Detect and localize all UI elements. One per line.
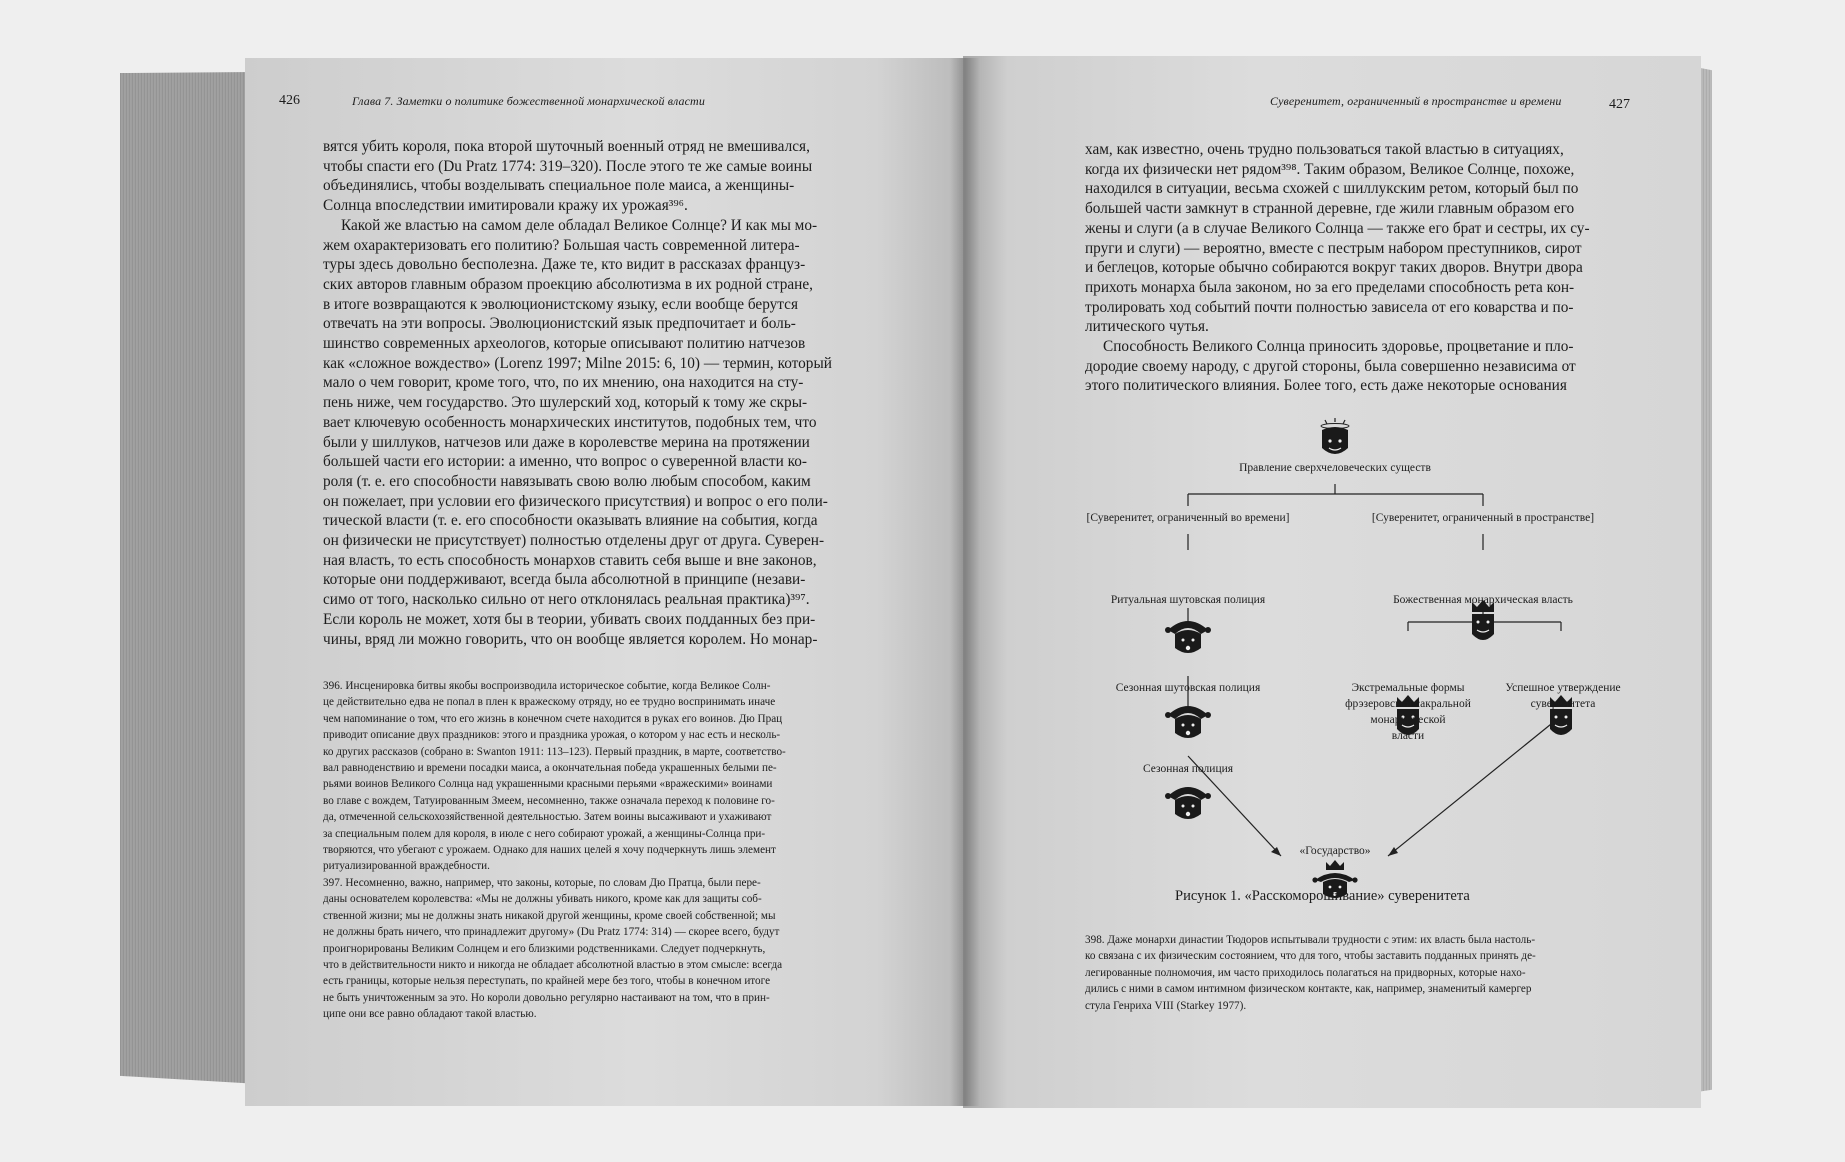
footnote-line: ственной жизни; мы не должны знать никакой другой женщины, кроме своей собственной; мы <box>323 909 776 922</box>
diagram-bottom-node: «Государство» <box>1299 845 1371 857</box>
root-divine-head-icon <box>1321 418 1349 454</box>
footnote-line: не должны брать ничего, что принадлежит другому» (Du Pratz 1774: 314) — скорее всего, будут <box>323 926 780 939</box>
footnote-line: да, отмеченной сельскохозяйственной деятельностью. Затем воины высаживают и ухаживают <box>323 811 772 824</box>
footnote-line: 396. Инсценировка битвы якобы воспроизводила историческое событие, когда Великое Солн- <box>323 680 771 692</box>
body-line: вает ключевую особенность монархических институтов, подобных тем, что <box>323 413 817 431</box>
body-line: объединялись, чтобы возделывать специальное поле маиса, а женщины- <box>323 177 795 195</box>
body-line: туры здесь довольно бесполезна. Даже те, кто видит в рассказах француз- <box>323 256 806 274</box>
body-line: в итоге возвращаются к эволюционистскому языку, если вообще берутся <box>323 295 798 313</box>
body-line: симо от того, насколько сильно от него отклонялась реальная практика)³⁹⁷. <box>323 591 810 609</box>
diagram-left-branch-label: [Суверенитет, ограниченный во времени] <box>1086 512 1290 524</box>
jester-head-icon-3 <box>1165 787 1211 819</box>
left-page-number: 426 <box>279 93 300 108</box>
footnote-line: не быть уничтоженным за это. Но короли довольно регулярно настаивают на том, что в прин- <box>323 991 770 1004</box>
footnote-line: проигнорированы Великим Солнцем и его близкими родственниками. Следует подчеркнуть, <box>323 942 766 955</box>
body-line: Солнца впоследствии имитировали кражу их урожая³⁹⁶. <box>323 197 688 215</box>
diagram-left-node-2: Сезонная шутовская полиция <box>1115 682 1261 694</box>
diagram-label-line: Экстремальные формы <box>1351 682 1465 694</box>
footnote-line: даны основателем королевства: «Мы не должны убивать никого, кроме как для защиты соб- <box>323 893 762 906</box>
jester-head-icon-2 <box>1165 706 1211 738</box>
diagram-label-line: фрэзеровской сакральной <box>1345 698 1471 710</box>
jester-head-icon-1 <box>1165 621 1211 653</box>
body-line: тролировать ход событий почти полностью зависела от его коварства и по- <box>1085 298 1574 316</box>
body-line: роля (т. е. его способности навязывать свою волю любым способом, каким <box>323 472 811 490</box>
body-line: отвечать на эти вопросы. Эволюционистский язык предпочитает и боль- <box>323 315 796 333</box>
body-line: пень ниже, чем государство. Это шулерский ход, который к тому же скры- <box>323 394 808 412</box>
diagram-right-branch-label: [Суверенитет, ограниченный в пространстве] <box>1371 512 1595 524</box>
body-line: большей части замкнут в странной деревне, где жили главным образом его <box>1085 200 1575 218</box>
body-line: вятся убить короля, пока второй шуточный военный отряд не вмешивался, <box>323 138 810 155</box>
right-page <box>963 56 1701 1108</box>
body-line: и беглецов, которые обычно собираются вокруг таких дворов. Внутри двора <box>1085 259 1583 277</box>
body-line: он пожелает, при условии его физического присутствия) и вопрос о его поли- <box>323 492 828 510</box>
body-line: прихоть монарха была законом, но за его пределами способность рета кон- <box>1085 278 1575 296</box>
footnote-line: за специальным полем для короля, в июле с него собирают урожай, а женщины-Солнца при- <box>323 827 766 840</box>
body-line: когда их физически нет рядом³⁹⁸. Таким образом, Великое Солнце, похоже, <box>1085 160 1575 178</box>
footnote-line: дились с ними в самом интимном физическом контакте, как, например, знаменитый камергер <box>1085 983 1532 996</box>
footnote-line: приводит описание двух праздников: этого и праздника урожая, о котором у нас есть и несколь- <box>323 729 781 742</box>
body-line: ских авторов главным образом проекцию абсолютизма в их родной стране, <box>323 275 813 293</box>
diagram-label-line: суверенитета <box>1530 698 1596 710</box>
footnote-line: ко связана с их физическим состоянием, что для того, чтобы заставить подданных принять де- <box>1085 950 1536 963</box>
body-line: мало о чем говорит, кроме того, что, по их мнению, она находится на сту- <box>323 374 804 392</box>
body-line: этого политического влияния. Более того, есть даже некоторые основания <box>1085 377 1567 395</box>
footnote-line: что в действительности никто и никогда не обладает абсолютной властью в этом смысле: всегда <box>323 958 783 971</box>
body-line: литического чутья. <box>1085 318 1209 336</box>
body-line: Если король не может, хотя бы в теории, убивать своих подданных без при- <box>323 610 816 628</box>
body-line: жены и слуги (а в случае Великого Солнца — также его брат и сестры, их су- <box>1085 219 1590 237</box>
left-page <box>245 58 963 1106</box>
figure-caption: Рисунок 1. «Расскоморошивание» суверенитета <box>1175 888 1470 904</box>
footnote-line: творяются, что убегают с урожаем. Однако для наших целей я хочу подчеркнуть лишь элемент <box>323 844 776 857</box>
body-line: шинство современных археологов, которые описывают политию натчезов <box>323 335 806 353</box>
footnote-line: вал равноденствию и времени посадки маиса, а окончательная победа украшенных белыми пе- <box>323 762 777 775</box>
left-body-text <box>323 137 832 649</box>
footnote-line: 397. Несомненно, важно, например, что законы, которые, по словам Дю Пратца, были пере- <box>323 876 761 889</box>
body-line: Какой же властью на самом деле обладал Великое Солнце? И как мы мо- <box>341 216 818 234</box>
footnote-line: стула Генриха VIII (Starkey 1977). <box>1085 999 1247 1012</box>
body-line: он физически не присутствует) полностью отделены друг от друга. Суверен- <box>323 532 825 550</box>
book-gutter-shadow <box>950 58 980 1106</box>
body-line: большей части его истории: а именно, что вопрос о суверенной власти ко- <box>323 453 808 471</box>
diagram-label-line: Успешное утверждение <box>1505 682 1621 694</box>
body-line: жем охарактеризовать его политию? Большая часть современной литера- <box>323 236 800 254</box>
footnote-line: есть границы, которые нельзя переступать, по крайней мере без того, чтобы в конечном итоге <box>323 975 771 988</box>
diagram-left-node-3: Сезонная полиция <box>1142 763 1234 775</box>
body-line: как «сложное вождество» (Lorenz 1997; Milne 2015: 6, 10) — термин, который <box>323 354 832 372</box>
footnote-line: ципе они все равно обладают такой властью. <box>323 1008 537 1021</box>
body-line: которые они поддерживают, всегда была абсолютной в принципе (незави- <box>323 571 806 589</box>
body-line: пруги и слуги) — вероятно, вместе с пестрым набором преступников, сирот <box>1085 239 1582 257</box>
left-footnotes <box>323 678 786 1023</box>
footnote-line: рьями воинов Великого Солнца над украшенными красными перьями «вражескими» воинами <box>323 778 773 791</box>
diagram-left-node-1: Ритуальная шутовская полиция <box>1110 594 1266 606</box>
body-line: ная власть, то есть способность монархов ставить себя выше и вне законов, <box>323 551 817 569</box>
body-line: хам, как известно, очень трудно пользоваться такой властью в ситуациях, <box>1085 141 1564 158</box>
footnote-line: 398. Даже монархи династии Тюдоров испытывали трудности с этим: их власть была настоль- <box>1085 934 1536 946</box>
body-line: Способность Великого Солнца приносить здоровье, процветание и пло- <box>1103 338 1574 356</box>
diagram-root-label: Правление сверхчеловеческих существ <box>1239 462 1431 474</box>
right-footnotes <box>1085 932 1536 1014</box>
diagram-right-node-1: Божественная монархическая власть <box>1393 594 1573 606</box>
right-page-number: 427 <box>1609 97 1630 112</box>
footnote-line: легированные полномочия, им часто приходилось полагаться на придворных, которые нахо- <box>1085 966 1526 979</box>
body-line: чины, вряд ли можно говорить, что он вообще является королем. Но монар- <box>323 630 818 648</box>
diagram-right-node-2a <box>1318 680 1498 744</box>
footnote-line: ко других рассказов (собрано в: Swanton 1911: 113–123). Первый праздник, в марте, соответство- <box>323 745 786 758</box>
page-block-edge-left <box>120 72 260 1084</box>
diagram-label-line: власти <box>1391 730 1425 742</box>
body-line: дородие своему народу, с другой стороны, была совершенно независима от <box>1085 357 1576 375</box>
left-running-head: Глава 7. Заметки о политике божественной монархической власти <box>352 94 705 108</box>
body-line: находился в ситуации, весьма схожей с шиллукским ретом, который был по <box>1085 180 1579 198</box>
diagram-label-line: монархической <box>1370 714 1446 726</box>
right-running-head: Суверенитет, ограниченный в пространстве и времени <box>1270 94 1562 108</box>
body-line: были у шиллуков, натчезов или даже в королевстве мерина на протяжении <box>323 433 810 451</box>
footnote-line: во главе с вождем, Татуированным Змеем, несомненно, также означала переход к половине го- <box>323 794 775 807</box>
diagram-right-node-2b <box>1478 680 1648 712</box>
body-line: чтобы спасти его (Du Pratz 1774: 319–320). После этого те же самые воины <box>323 157 813 175</box>
footnote-line: це действительно едва не попал в плен к вражескому отряду, но ее трудно воспринимать иначе <box>323 696 776 709</box>
body-line: тической власти (т. е. его способности оказывать влияние на события, когда <box>323 512 818 530</box>
footnote-line: ритуализированной враждебности. <box>323 860 490 873</box>
footnote-line: чем напоминание о том, что его жизнь в конечном счете находится в руках его воинов. Дю Прац <box>323 712 783 725</box>
